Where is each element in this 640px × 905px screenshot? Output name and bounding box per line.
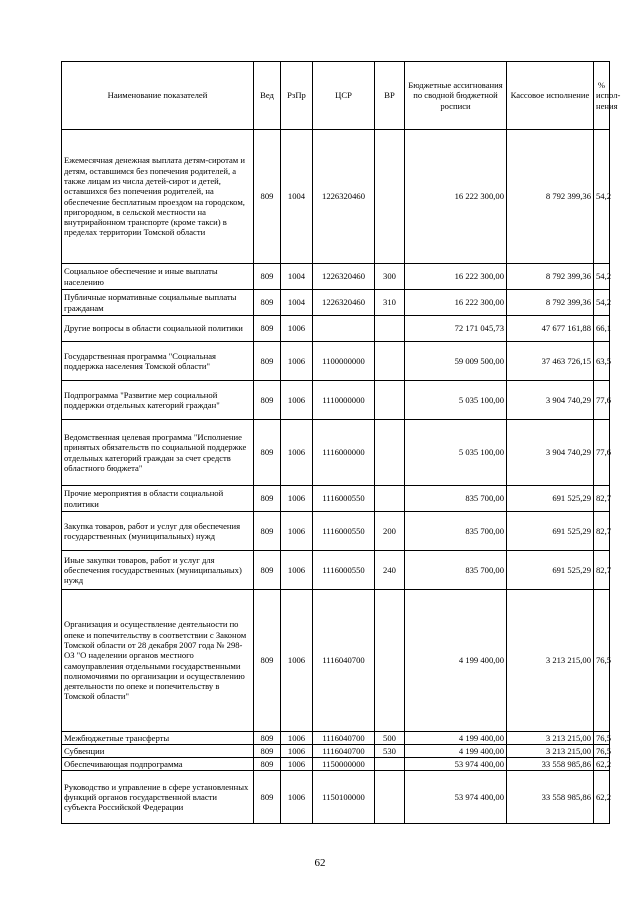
row-vr: 310 — [375, 290, 405, 316]
table-row — [62, 264, 610, 290]
row-rzpr: 1006 — [281, 342, 313, 381]
row-vr: 530 — [375, 745, 405, 758]
row-name: Ведомственная целевая программа "Исполнение принятых обязательств по социальной поддержке отдельных категорий граждан за счет средств областного бюджета" — [62, 420, 254, 486]
row-pct: 62,2 — [594, 771, 610, 824]
row-name: Государственная программа "Социальная поддержка населения Томской области" — [62, 342, 254, 381]
row-cash: 3 904 740,29 — [507, 381, 594, 420]
row-ved: 809 — [254, 758, 281, 771]
row-csr: 1116000550 — [313, 512, 375, 551]
row-pct: 76,5 — [594, 590, 610, 732]
row-csr: 1110000000 — [313, 381, 375, 420]
row-vr: 300 — [375, 264, 405, 290]
row-ved: 809 — [254, 290, 281, 316]
row-vr — [375, 381, 405, 420]
row-budget: 4 199 400,00 — [405, 732, 507, 745]
row-csr: 1116040700 — [313, 745, 375, 758]
budget-execution-table — [61, 61, 621, 824]
row-name: Субвенции — [62, 745, 254, 758]
row-csr: 1150000000 — [313, 758, 375, 771]
row-pct: 77,6 — [594, 420, 610, 486]
row-budget: 4 199 400,00 — [405, 745, 507, 758]
row-name: Обеспечивающая подпрограмма — [62, 758, 254, 771]
row-csr: 1116040700 — [313, 590, 375, 732]
page-number: 62 — [314, 857, 326, 869]
row-vr — [375, 420, 405, 486]
row-name: Организация и осуществление деятельности по опеке и попечительству в соответствии с Законом Томской области от 28 декабря 2007 года № 298-ОЗ "О наделении органов местного самоуправления отдельными государственными полномочиями по организации и осуществлению деятельности по опеке и попечительству в Томской области" — [62, 590, 254, 732]
row-pct: 54,2 — [594, 290, 610, 316]
row-ved: 809 — [254, 771, 281, 824]
table-row — [62, 290, 610, 316]
row-cash: 691 525,29 — [507, 551, 594, 590]
row-name: Прочие мероприятия в области социальной политики — [62, 486, 254, 512]
row-name: Ежемесячная денежная выплата детям-сиротам и детям, оставшимся без попечения родителей, а также лицам из числа детей-сирот и детей, оставшихся без попечения родителей, на обеспечение бесплатным проездом на городском, пригородном, в сельской местности на внутрирайонном транспорте (кроме такси) в пределах территории Томской области — [62, 130, 254, 264]
row-vr — [375, 771, 405, 824]
header-pct: % испол-нения — [594, 62, 610, 130]
header-name: Наименование показателей — [62, 62, 254, 130]
row-cash: 47 677 161,88 — [507, 316, 594, 342]
row-cash: 8 792 399,36 — [507, 264, 594, 290]
row-cash: 3 213 215,00 — [507, 590, 594, 732]
row-budget: 5 035 100,00 — [405, 420, 507, 486]
table-row — [62, 758, 610, 771]
row-csr: 1116000550 — [313, 551, 375, 590]
row-budget: 53 974 400,00 — [405, 758, 507, 771]
row-vr — [375, 342, 405, 381]
row-csr: 1100000000 — [313, 342, 375, 381]
row-cash: 8 792 399,36 — [507, 130, 594, 264]
row-csr: 1226320460 — [313, 130, 375, 264]
row-csr: 1226320460 — [313, 264, 375, 290]
row-rzpr: 1006 — [281, 771, 313, 824]
header-csr: ЦСР — [313, 62, 375, 130]
row-pct: 66,1 — [594, 316, 610, 342]
row-csr: 1150100000 — [313, 771, 375, 824]
row-ved: 809 — [254, 745, 281, 758]
table-row — [62, 420, 610, 486]
table-row — [62, 381, 610, 420]
table-row — [62, 486, 610, 512]
row-rzpr: 1004 — [281, 290, 313, 316]
header-rzpr: РзПр — [281, 62, 313, 130]
row-budget: 835 700,00 — [405, 512, 507, 551]
row-vr — [375, 590, 405, 732]
row-cash: 691 525,29 — [507, 512, 594, 551]
row-budget: 59 009 500,00 — [405, 342, 507, 381]
row-cash: 33 558 985,86 — [507, 758, 594, 771]
row-name: Межбюджетные трансферты — [62, 732, 254, 745]
row-ved: 809 — [254, 130, 281, 264]
row-vr: 500 — [375, 732, 405, 745]
row-ved: 809 — [254, 342, 281, 381]
row-pct: 76,5 — [594, 745, 610, 758]
row-ved: 809 — [254, 732, 281, 745]
row-rzpr: 1006 — [281, 381, 313, 420]
row-cash: 33 558 985,86 — [507, 771, 594, 824]
row-vr: 200 — [375, 512, 405, 551]
row-cash: 3 213 215,00 — [507, 732, 594, 745]
header-budget: Бюджетные ассигнования по сводной бюджетной росписи — [405, 62, 507, 130]
row-ved: 809 — [254, 590, 281, 732]
row-name: Иные закупки товаров, работ и услуг для обеспечения государственных (муниципальных) нужд — [62, 551, 254, 590]
row-pct: 54,2 — [594, 130, 610, 264]
row-csr — [313, 316, 375, 342]
row-vr — [375, 130, 405, 264]
row-cash: 691 525,29 — [507, 486, 594, 512]
row-rzpr: 1006 — [281, 512, 313, 551]
row-vr — [375, 758, 405, 771]
row-budget: 835 700,00 — [405, 486, 507, 512]
row-pct: 62,2 — [594, 758, 610, 771]
table-body — [62, 130, 610, 824]
row-cash: 37 463 726,15 — [507, 342, 594, 381]
row-rzpr: 1006 — [281, 758, 313, 771]
table-row — [62, 590, 610, 732]
row-vr — [375, 486, 405, 512]
row-cash: 3 904 740,29 — [507, 420, 594, 486]
row-vr — [375, 316, 405, 342]
row-ved: 809 — [254, 551, 281, 590]
table-row — [62, 512, 610, 551]
table-header-row — [62, 62, 610, 130]
row-pct: 54,2 — [594, 264, 610, 290]
row-rzpr: 1006 — [281, 420, 313, 486]
row-rzpr: 1006 — [281, 316, 313, 342]
row-name: Социальное обеспечение и иные выплаты населению — [62, 264, 254, 290]
row-ved: 809 — [254, 381, 281, 420]
row-ved: 809 — [254, 420, 281, 486]
row-pct: 82,7 — [594, 512, 610, 551]
row-name: Руководство и управление в сфере установленных функций органов государственной власти субъекта Российской Федерации — [62, 771, 254, 824]
row-rzpr: 1006 — [281, 745, 313, 758]
header-vr: ВР — [375, 62, 405, 130]
row-cash: 3 213 215,00 — [507, 745, 594, 758]
row-rzpr: 1006 — [281, 590, 313, 732]
row-pct: 76,5 — [594, 732, 610, 745]
row-budget: 16 222 300,00 — [405, 130, 507, 264]
row-name: Публичные нормативные социальные выплаты гражданам — [62, 290, 254, 316]
row-pct: 82,7 — [594, 486, 610, 512]
row-csr: 1226320460 — [313, 290, 375, 316]
row-rzpr: 1006 — [281, 551, 313, 590]
row-pct: 77,6 — [594, 381, 610, 420]
row-csr: 1116000000 — [313, 420, 375, 486]
table-row — [62, 771, 610, 824]
table-row — [62, 745, 610, 758]
row-budget: 53 974 400,00 — [405, 771, 507, 824]
row-rzpr: 1004 — [281, 264, 313, 290]
row-budget: 4 199 400,00 — [405, 590, 507, 732]
row-cash: 8 792 399,36 — [507, 290, 594, 316]
row-budget: 5 035 100,00 — [405, 381, 507, 420]
row-budget: 72 171 045,73 — [405, 316, 507, 342]
row-vr: 240 — [375, 551, 405, 590]
table-row — [62, 551, 610, 590]
table-row — [62, 342, 610, 381]
row-budget: 835 700,00 — [405, 551, 507, 590]
row-pct: 82,7 — [594, 551, 610, 590]
row-budget: 16 222 300,00 — [405, 264, 507, 290]
row-budget: 16 222 300,00 — [405, 290, 507, 316]
header-ved: Вед — [254, 62, 281, 130]
table-row — [62, 316, 610, 342]
row-rzpr: 1006 — [281, 732, 313, 745]
header-cash: Кассовое исполнение — [507, 62, 594, 130]
row-ved: 809 — [254, 486, 281, 512]
row-csr: 1116000550 — [313, 486, 375, 512]
row-name: Подпрограмма "Развитие мер социальной поддержки отдельных категорий граждан" — [62, 381, 254, 420]
row-ved: 809 — [254, 316, 281, 342]
row-ved: 809 — [254, 264, 281, 290]
row-name: Закупка товаров, работ и услуг для обеспечения государственных (муниципальных) нужд — [62, 512, 254, 551]
row-csr: 1116040700 — [313, 732, 375, 745]
row-name: Другие вопросы в области социальной политики — [62, 316, 254, 342]
table-row — [62, 732, 610, 745]
row-pct: 63,5 — [594, 342, 610, 381]
row-ved: 809 — [254, 512, 281, 551]
table-row — [62, 130, 610, 264]
row-rzpr: 1004 — [281, 130, 313, 264]
row-rzpr: 1006 — [281, 486, 313, 512]
